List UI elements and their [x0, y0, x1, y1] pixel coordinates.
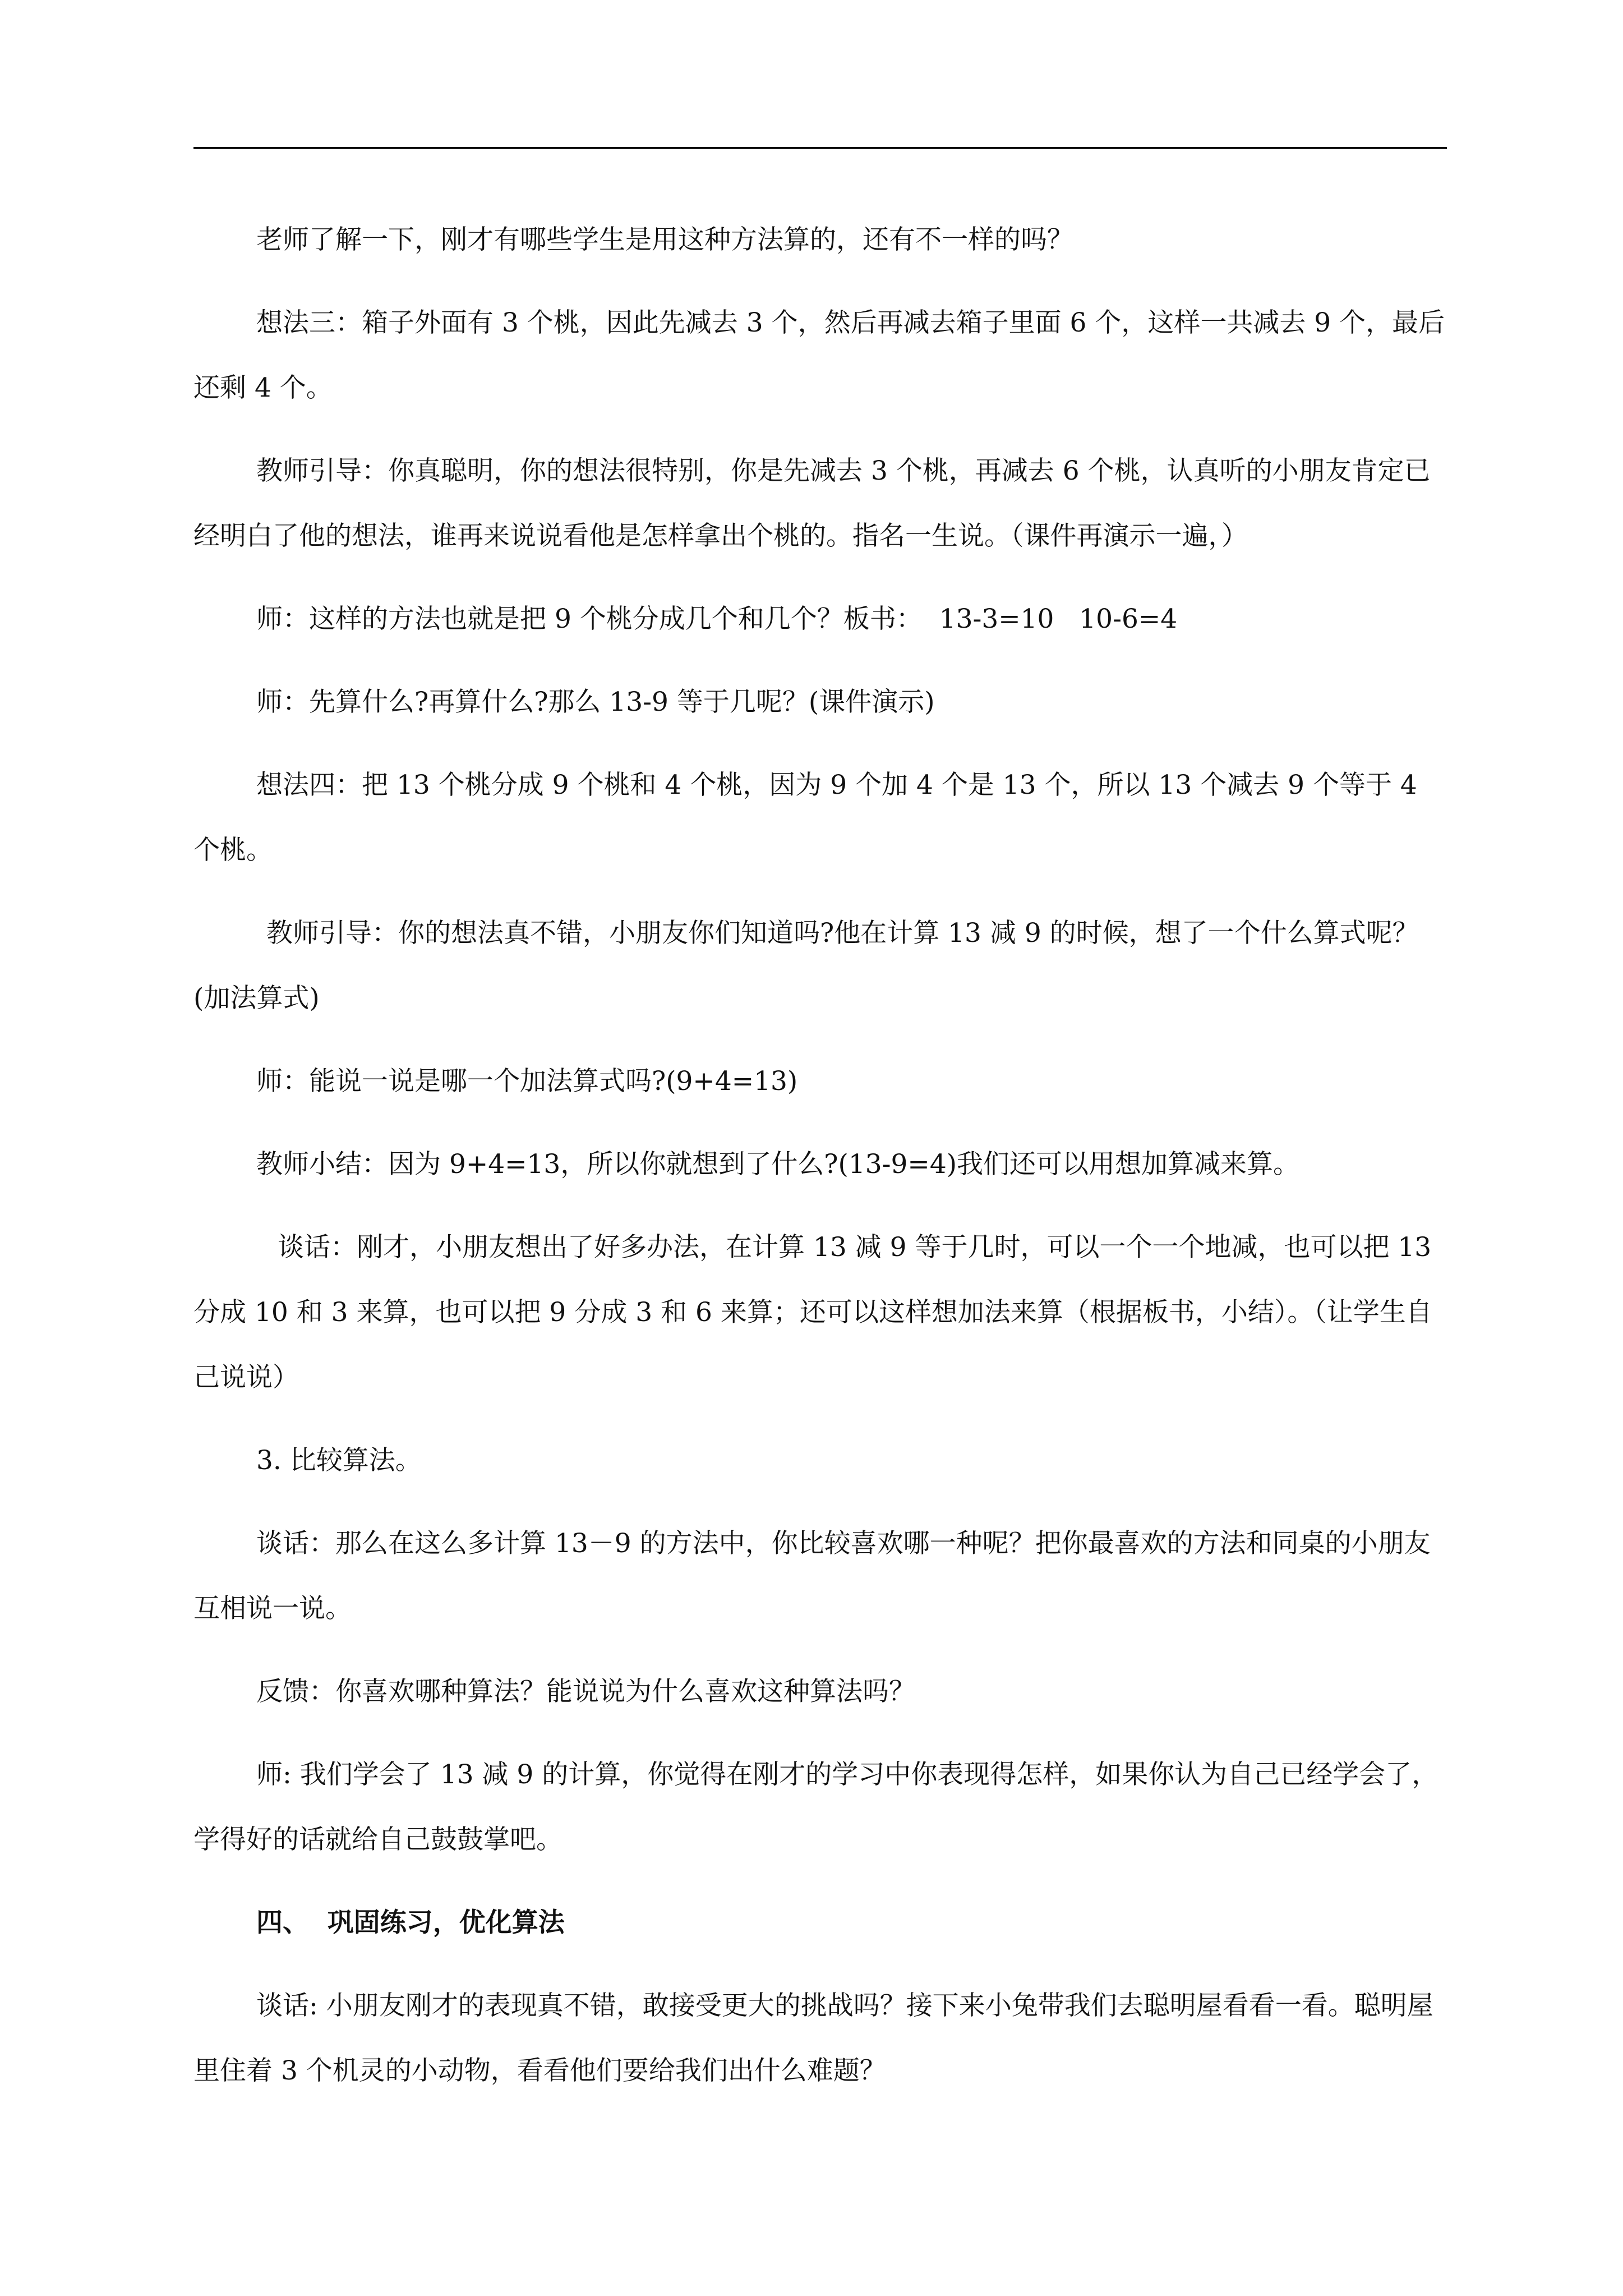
paragraph-addition-formula: 师：能说一说是哪一个加法算式吗?(9+4=13): [256, 1066, 798, 1097]
paragraph-teacher-inquiry: 老师了解一下，刚才有哪些学生是用这种方法算的，还有不一样的吗？: [256, 224, 1073, 255]
paragraph-idea-three: 想法三：箱子外面有 3 个桃，因此先减去 3 个，然后再减去箱子里面 6 个，这样一共减去 9 个，最后还剩 4 个。: [193, 307, 1445, 403]
paragraph-compare-methods-heading: 3. 比较算法。: [256, 1445, 422, 1476]
document-body: [193, 208, 1447, 2122]
paragraph-teacher-guidance-2: 教师引导：你的想法真不错，小朋友你们知道吗?他在计算 13 减 9 的时候，想了一个什么算式呢？(加法算式): [193, 918, 1419, 1014]
paragraph-board-writing: 师：这样的方法也就是把 9 个桃分成几个和几个？板书： 13-3=10 10-6=4: [256, 604, 1178, 634]
paragraph-talk-compare: 谈话：那么在这么多计算 13－9 的方法中，你比较喜欢哪一种呢？把你最喜欢的方法和同桌的小朋友互相说一说。: [193, 1528, 1431, 1624]
paragraph-feedback: 反馈：你喜欢哪种算法？能说说为什么喜欢这种算法吗？: [256, 1676, 915, 1707]
paragraph-teacher-guidance-1: 教师引导：你真聪明，你的想法很特别，你是先减去 3 个桃，再减去 6 个桃，认真听的小朋友肯定已经明白了他的想法，谁再来说说看他是怎样拿出个桃的。指名一生说。（课件再演示一遍，）: [193, 455, 1431, 551]
paragraph-challenge: 谈话: 小朋友刚才的表现真不错，敢接受更大的挑战吗？接下来小兔带我们去聪明屋看看一看。聪明屋里住着 3 个机灵的小动物，看看他们要给我们出什么难题？: [193, 1990, 1433, 2086]
paragraph-compute-order: 师：先算什么?再算什么?那么 13-9 等于几呢？(课件演示): [256, 687, 935, 717]
paragraph-teacher-summary: 教师小结：因为 9+4=13，所以你就想到了什么?(13-9=4)我们还可以用想加算减来算。: [256, 1149, 1300, 1180]
header-rule: [193, 147, 1447, 149]
paragraph-applause: 师: 我们学会了 13 减 9 的计算，你觉得在刚才的学习中你表现得怎样，如果你认为自己已经学会了，学得好的话就给自己鼓鼓掌吧。: [193, 1759, 1438, 1855]
paragraph-idea-four: 想法四：把 13 个桃分成 9 个桃和 4 个桃，因为 9 个加 4 个是 13 个，所以 13 个减去 9 个等于 4 个桃。: [193, 770, 1426, 866]
section-heading-practice: 四、 巩固练习，优化算法: [256, 1907, 565, 1938]
paragraph-talk-summary: 谈话：刚才，小朋友想出了好多办法，在计算 13 减 9 等于几时，可以一个一个地减，也可以把 13 分成 10 和 3 来算，也可以把 9 分成 3 和 6 来算；还可以这样想加法来算（根据板书，小结）。（让学生自己说说）: [193, 1232, 1440, 1393]
